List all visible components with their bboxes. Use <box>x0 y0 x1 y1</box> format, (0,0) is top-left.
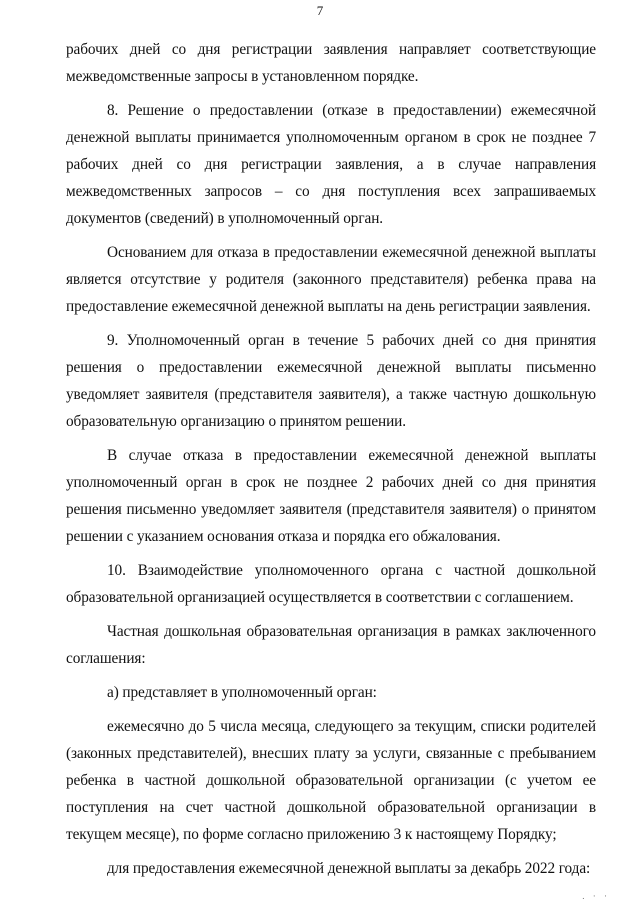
paragraph-item-10: 10. Взаимодействие уполномоченного органа с частной дошкольной образовательной организацией осуществляется в соответствии с соглашением. <box>66 562 596 606</box>
paragraph-item-9: 9. Уполномоченный орган в течение 5 рабочих дней со дня принятия решения о предоставлении ежемесячной денежной выплаты письменно уведомляет заявителя (представителя заявителя), а также частную дошкольную образовательную организацию о принятом решении. <box>66 332 596 430</box>
paragraph-agreement-intro: Частная дошкольная образовательная организация в рамках заключенного соглашения: <box>66 623 596 667</box>
scan-corner-marks: . · · <box>582 891 610 901</box>
paragraph-subitem-a: а) представляет в уполномоченный орган: <box>107 684 377 701</box>
paragraph-continuation: рабочих дней со дня регистрации заявления направляет соответствующие межведомственные запросы в установленном порядке. <box>66 41 596 85</box>
paragraph-refusal-grounds: Основанием для отказа в предоставлении ежемесячной денежной выплаты является отсутствие у родителя (законного представителя) ребенка права на предоставление ежемесячной денежной выплаты на день регистрации заявления. <box>66 244 596 315</box>
document-body <box>66 36 596 889</box>
paragraph-item-8: 8. Решение о предоставлении (отказе в предоставлении) ежемесячной денежной выплаты принимается уполномоченным органом в срок не позднее 7 рабочих дней со дня регистрации заявления, а в случае направления межведомственных запросов – со дня поступления всех запрашиваемых документов (сведений) в уполномоченный орган. <box>66 102 596 227</box>
page-number: 7 <box>316 3 324 18</box>
paragraph-december-2022: для предоставления ежемесячной денежной выплаты за декабрь 2022 года: <box>107 860 591 877</box>
paragraph-monthly-lists: ежемесячно до 5 числа месяца, следующего за текущим, списки родителей (законных представителей), внесших плату за услуги, связанные с пребыванием ребенка в частной дошкольной образовательной организации (с учетом ее поступления на счет частной дошкольной образовательной организации в текущем месяце), по форме согласно приложению 3 к настоящему Порядку; <box>66 718 596 843</box>
paragraph-refusal-notice: В случае отказа в предоставлении ежемесячной денежной выплаты уполномоченный орган в срок не позднее 2 рабочих дней со дня принятия решения письменно уведомляет заявителя (представителя заявителя) о принятом решении с указанием основания отказа и порядка его обжалования. <box>66 447 596 545</box>
